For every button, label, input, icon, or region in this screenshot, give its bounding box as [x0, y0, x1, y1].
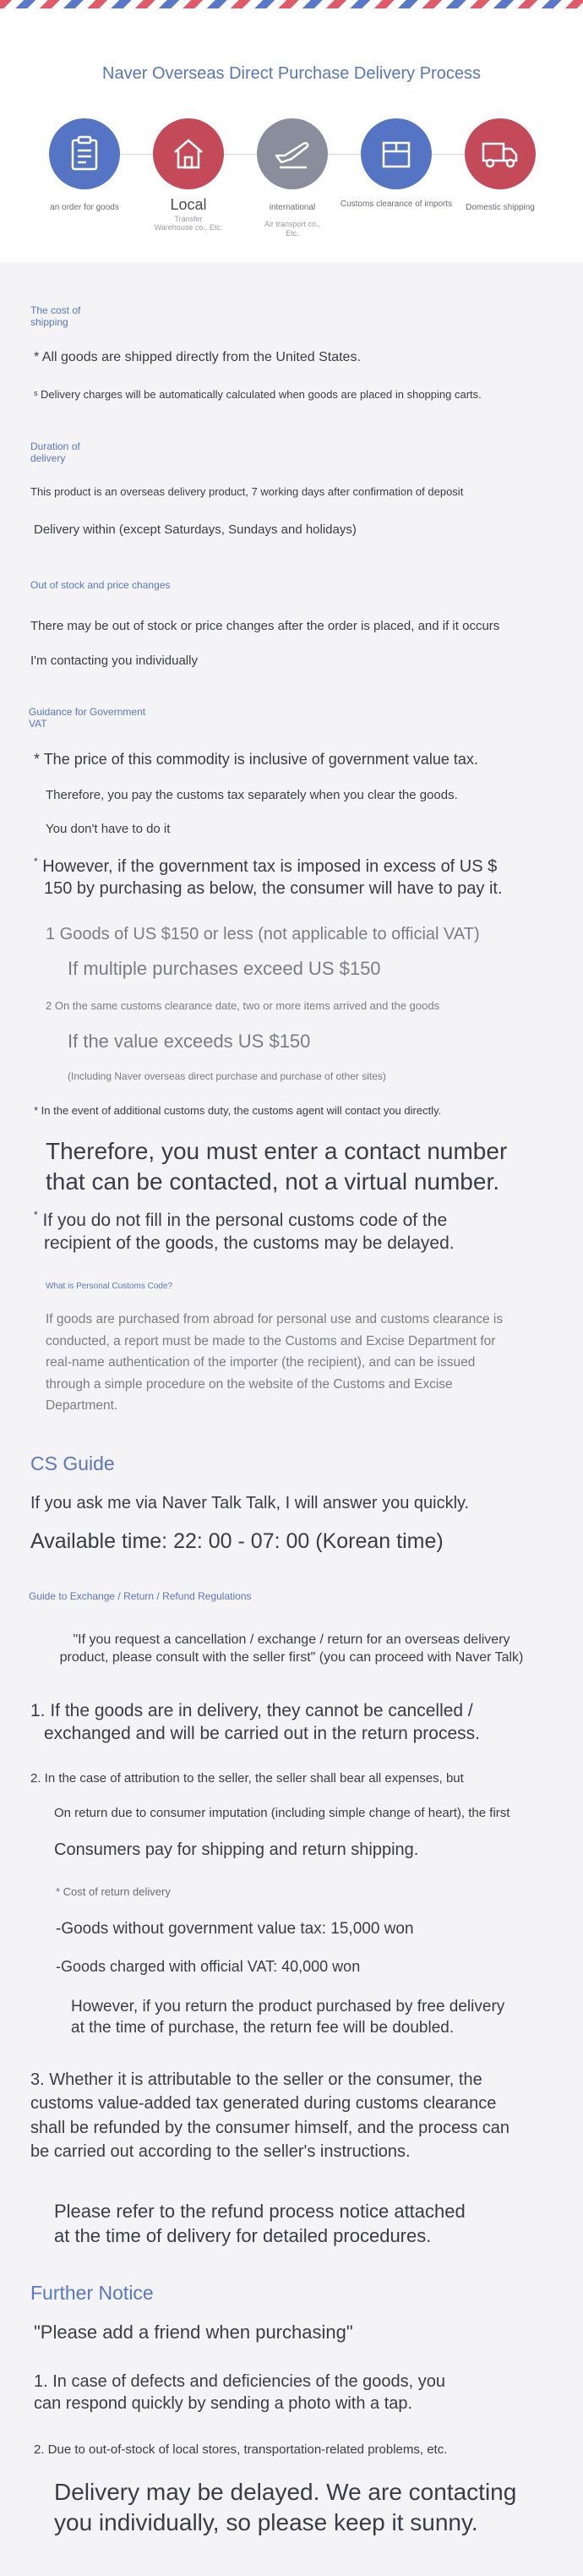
vat-item-2: 2 On the same customs clearance date, two or more items arrived and the goods: [46, 999, 440, 1012]
cs-heading: CS Guide: [30, 1452, 115, 1474]
vat-item-2b: If the value exceeds US $150: [68, 1031, 311, 1052]
vat-line-3: You don't have to do it: [46, 822, 171, 836]
exchange-item-3: 3. Whether it is attributable to the seller or the consumer, the customs value-added tax generated during customs clearance shall be refunded by the consumer himself, and the process can be carried out according to the seller's instructions.: [30, 2070, 509, 2162]
further-heading: Further Notice: [30, 2282, 154, 2304]
further-quote: "Please add a friend when purchasing": [34, 2322, 353, 2343]
step-local: [129, 118, 248, 232]
step-label: international: [269, 203, 316, 212]
return-cost-1: -Goods without government value tax: 15,000 won: [56, 1920, 414, 1938]
vat-customs-code-notice: * If you do not fill in the personal customs code of the recipient of the goods, the customs may be delayed.: [34, 1209, 455, 1254]
cs-hours: Available time: 22: 00 - 07: 00 (Korean time): [30, 1529, 444, 1553]
exchange-item-2b: On return due to consumer imputation (including simple change of heart), the first: [54, 1806, 510, 1820]
airmail-border: [0, 0, 583, 8]
process-steps: [0, 118, 583, 254]
further-item-2: 2. Due to out-of-stock of local stores, transportation-related problems, etc.: [34, 2442, 448, 2457]
step-order: [25, 118, 144, 213]
step-label: an order for goods: [50, 203, 119, 212]
vat-heading: Guidance for Government VAT: [29, 706, 146, 730]
step-sub: Etc.: [286, 228, 299, 238]
exchange-heading: Guide to Exchange / Return / Refund Regulations: [29, 1590, 252, 1602]
vat-line-1: * The price of this commodity is inclusive of government value tax.: [34, 751, 478, 768]
shipping-line-1: * All goods are shipped directly from the United States.: [34, 350, 361, 364]
vat-item-1: 1 Goods of US $150 or less (not applicable to official VAT): [46, 925, 480, 943]
page-title: Naver Overseas Direct Purchase Delivery Process: [102, 64, 481, 83]
stock-line-1: There may be out of stock or price changes after the order is placed, and if it occurs: [30, 619, 500, 633]
shipping-heading: The cost of shipping: [30, 304, 81, 328]
duration-line-2: Delivery within (except Saturdays, Sundays and holidays): [34, 522, 357, 537]
vat-line-5: * In the event of additional customs duty, the customs agent will contact you directly.: [34, 1104, 442, 1117]
return-cost-2: -Goods charged with official VAT: 40,000 won: [56, 1958, 361, 1975]
exchange-quote: "If you request a cancellation / exchange / return for an overseas delivery product, please consult with the seller first" (you can proceed with Naver Talk): [59, 1633, 524, 1665]
truck-icon: [465, 118, 536, 189]
delivery-process-header: [0, 8, 583, 262]
exchange-item-1: 1. If the goods are in delivery, they cannot be cancelled / exchanged and will be carried out in the return process.: [30, 1701, 480, 1744]
clipboard-icon: [49, 118, 120, 189]
stock-line-2: I'm contacting you individually: [30, 654, 198, 668]
return-cost-heading: * Cost of return delivery: [56, 1885, 171, 1898]
step-label: Local: [170, 196, 207, 213]
stock-heading: Out of stock and price changes: [30, 579, 171, 591]
step-customs: [337, 118, 455, 210]
step-sub: Warehouse co., Etc.: [154, 223, 223, 232]
product-notice-body: [0, 262, 583, 2576]
further-item-1: 1. In case of defects and deficiencies of the goods, you can respond quickly by sending a photo with a tap.: [34, 2372, 445, 2413]
vat-item-1b: If multiple purchases exceed US $150: [68, 958, 381, 979]
step-label: Customs clearance of imports: [340, 200, 453, 209]
step-sub: Transfer: [174, 214, 203, 223]
double-fee-notice: However, if you return the product purchased by free delivery at the time of purchase, the return fee will be doubled.: [71, 1998, 505, 2037]
pcc-text: If goods are purchased from abroad for personal use and customs clearance is conducted, a report must be made to the Customs and Excise Department for real-name authentication of the importer (the recipient), and can be issued through a simple procedure on the website of the Customs and Excise Department.: [46, 1312, 504, 1414]
further-final-notice: Delivery may be delayed. We are contacting you individually, so please keep it sunny.: [54, 2479, 517, 2535]
vat-line-2: Therefore, you pay the customs tax separately when you clear the goods.: [46, 788, 458, 802]
step-domestic: [441, 118, 559, 213]
step-international: [233, 118, 351, 238]
pcc-heading: What is Personal Customs Code?: [46, 1282, 173, 1291]
duration-line-1: This product is an overseas delivery product, 7 working days after confirmation of deposit: [30, 485, 464, 498]
duration-heading: Duration of delivery: [30, 440, 80, 464]
shipping-line-2: ˢ Delivery charges will be automatically calculated when goods are placed in shopping carts.: [34, 388, 482, 401]
vat-item-2c: (Including Naver overseas direct purchase and purchase of other sites): [68, 1070, 386, 1082]
refund-refer-notice: Please refer to the refund process notice attached at the time of delivery for detailed procedures.: [54, 2201, 466, 2246]
exchange-item-2c: Consumers pay for shipping and return shipping.: [54, 1840, 419, 1859]
vat-contact-notice: Therefore, you must enter a contact number that can be contacted, not a virtual number.: [46, 1138, 508, 1195]
exchange-item-2: 2. In the case of attribution to the seller, the seller shall bear all expenses, but: [30, 1771, 464, 1786]
cs-line-1: If you ask me via Naver Talk Talk, I will answer you quickly.: [30, 1494, 470, 1512]
step-sub: Air transport co.,: [264, 220, 321, 228]
airplane-icon: [257, 118, 328, 189]
step-label: Domestic shipping: [466, 203, 535, 212]
box-icon: [361, 118, 432, 189]
vat-line-4: * However, if the government tax is imposed in excess of US $ 150 by purchasing as below, the consumer will have to pay it.: [34, 856, 503, 898]
house-icon: [153, 118, 224, 189]
